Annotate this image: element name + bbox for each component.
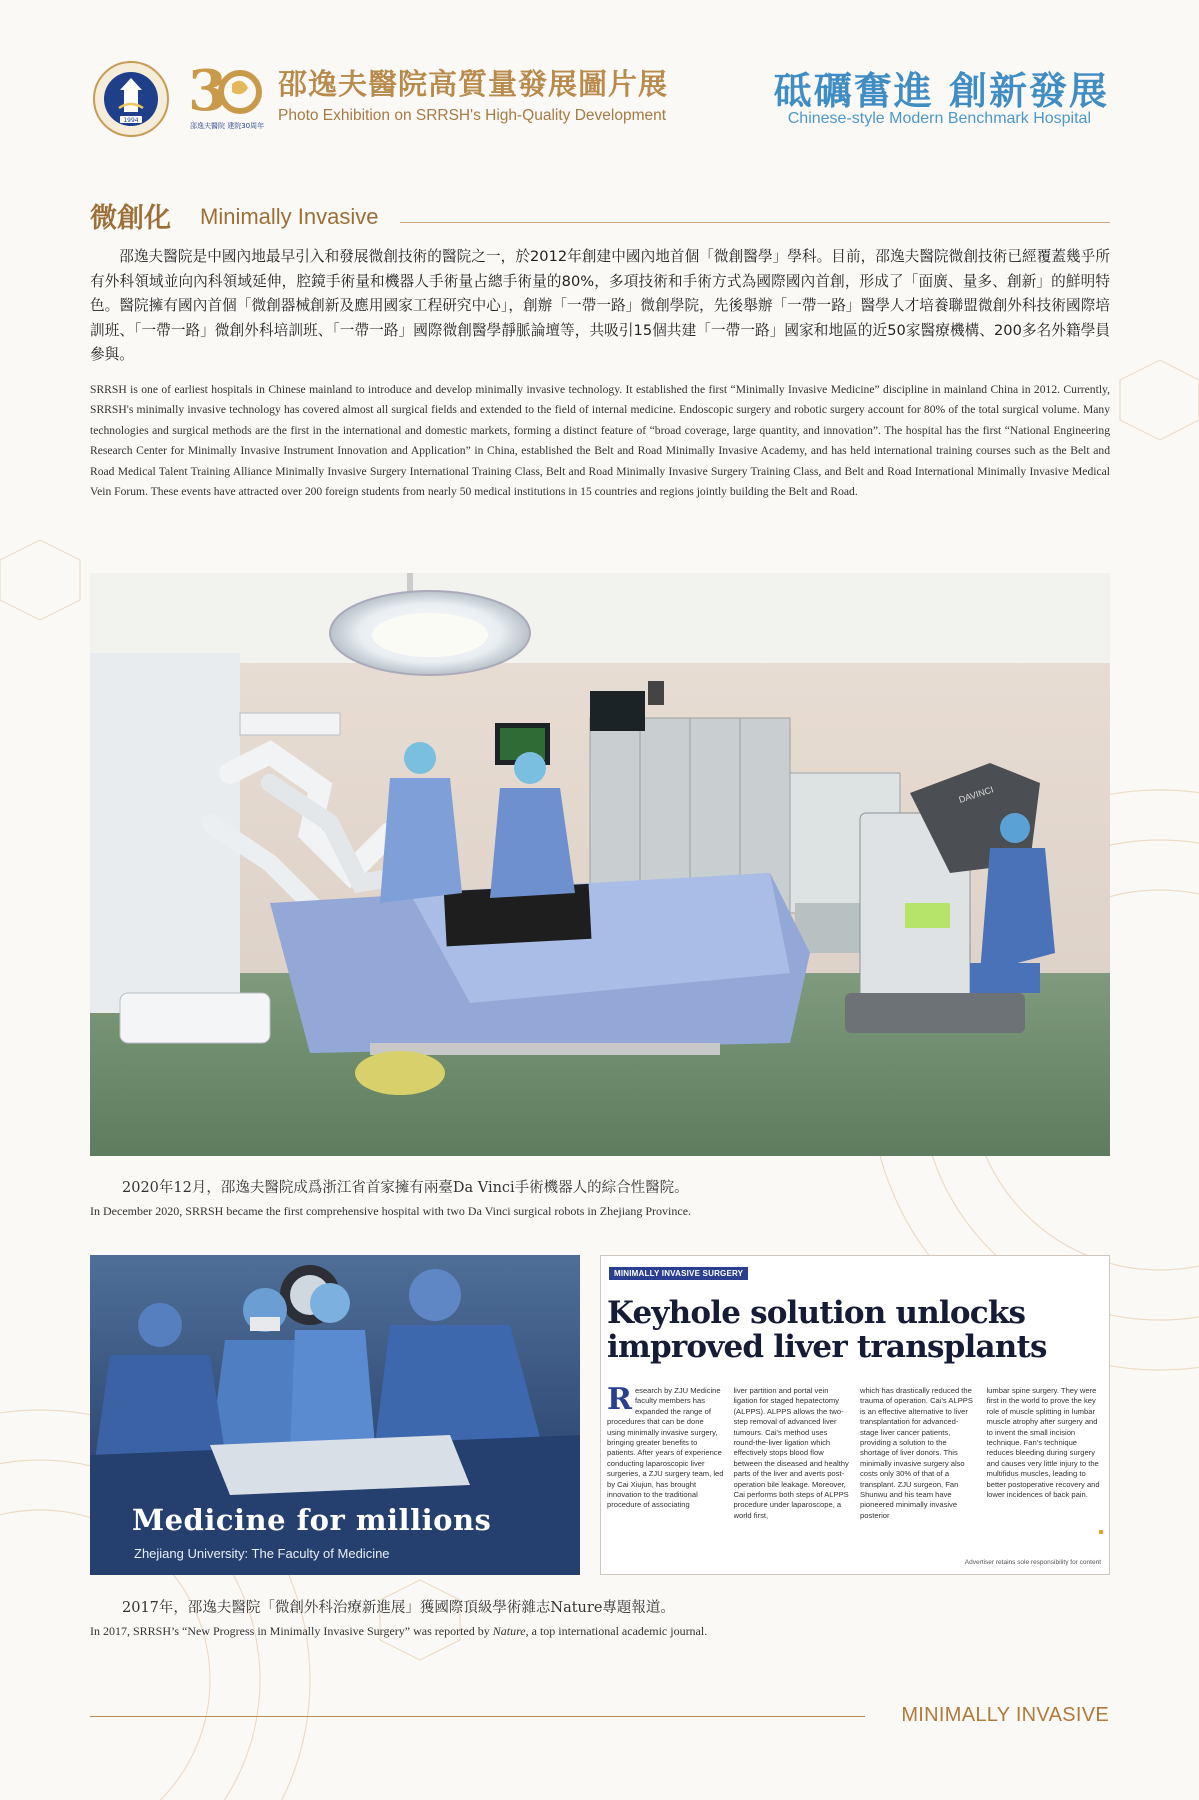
exhibition-title-cn: 邵逸夫醫院高質量發展圖片展: [278, 67, 669, 101]
nature-caption-en: [90, 1624, 707, 1639]
article-headline-line-1: Keyhole solution unlocks: [607, 1295, 1026, 1331]
nature-caption-en-post: , a top international academic journal.: [525, 1624, 708, 1638]
logo-year: 1994: [123, 117, 139, 124]
section-title-en: Minimally Invasive: [200, 204, 379, 229]
operating-room-photo: [90, 573, 1110, 1156]
slogan-cn: 砥礪奮進 創新發展: [773, 69, 1109, 113]
intro-paragraph-cn: 邵逸夫醫院是中國內地最早引入和發展微創技術的醫院之一，於2012年創建中國內地首個「微創醫學」學科。目前，邵逸夫醫院微創技術已經覆蓋幾乎所有外科領域並向內科領域延伸，腔鏡手術量和機器人手術量占總手術量的80%，多項技術和手術方式為國際國內首創，形成了「面廣、量多、創新」的鮮明特色。醫院擁有國內首個「微創器械創新及應用國家工程研究中心」，創辦「一帶一路」微創學院，先後舉辦「一帶一路」醫學人才培養聯盟微創外科技術國際培訓班、「一帶一路」微創外科培訓班、「一帶一路」國際微創醫學靜脈論壇等，共吸引15個共建「一帶一路」國家和地區的近50家醫療機構、200多名外籍學員參與。: [90, 248, 1110, 363]
article-column-3: which has drastically reduced the trauma of operation. Cai's ALPPS is an effective alternative to liver transplantation for advanced-stage liver cancer patients, providing a solution to the shortage of liver donors. This minimally invasive surgery also costs only 30% of that of a transplant. ZJU surgeon, Fan Shunwu and his team have pioneered minimally invasive posterior: [860, 1386, 973, 1520]
article-body: [607, 1386, 1103, 1536]
footer-divider: [90, 1716, 865, 1717]
nature-article-clipping: [600, 1255, 1110, 1575]
anniversary-30-logo: [186, 58, 266, 138]
section-divider: [400, 222, 1110, 223]
nature-caption-cn: 2017年，邵逸夫醫院「微創外科治療新進展」獲國際頂級學術雜志Nature專題報道。: [122, 1600, 675, 1616]
article-column-1: [607, 1386, 724, 1536]
footer-section-label: MINIMALLY INVASIVE: [901, 1704, 1109, 1726]
article-column-4: lumbar spine surgery. They were first in the world to prove the key role of muscle splitting in lumbar muscle atrophy after surgery and to invent the small incision technique. Fan's technique reduces bleeding during surgery and causes very little injury to the multifidus muscles, leading to better postoperative recovery and lower incidences of back pain.: [986, 1386, 1100, 1500]
article-tag: MINIMALLY INVASIVE SURGERY: [609, 1267, 748, 1280]
nature-journal-name: Nature: [492, 1624, 526, 1638]
intro-paragraph-en: SRRSH is one of earliest hospitals in Chinese mainland to introduce and develop minimally invasive technology. It established the first “Minimally Invasive Medicine” discipline in mainland China in 2012. Currently, SRRSH's minimally invasive technology has covered almost all surgical fields and extended to the field of internal medicine. Endoscopic surgery and robotic surgery account for 80% of the total surgical volume. Many technologies and surgical methods are the first in the international and domestic markets, forming a distinct feature of “broad coverage, large quantity, and innovation”. The hospital has the first “National Engineering Research Center for Minimally Invasive Instrument Innovation and Application” in China, established the Belt and Road Minimally Invasive Academy, and has held international training courses such as the Belt and Road Medical Talent Training Alliance Minimally Invasive Surgery International Training Class, Belt and Road Minimally Invasive Surgery Training Class, and Belt and Road International Minimally Invasive Medical Vein Forum. These events have attracted over 200 foreign students from nearly 50 medical institutions in 15 countries and regions jointly building the Belt and Road.: [90, 383, 1110, 499]
photo-headline: Medicine for millions: [132, 1503, 492, 1537]
medicine-for-millions-photo: [90, 1255, 580, 1575]
anniversary-text: 邵逸夫醫院 建院30周年: [190, 122, 265, 130]
main-photo-caption-en: In December 2020, SRRSH became the first comprehensive hospital with two Da Vinci surgical robots in Zhejiang Province.: [90, 1204, 692, 1218]
article-column-2: liver partition and portal vein ligation for staged hepatectomy (ALPPS). ALPPS allows the two-step removal of advanced liver tumours. Cai's method uses round-the-liver ligation which effectively stops blood flow between the diseased and healthy parts of the liver and averts post-operation bile leakage. Moreover, Cai performs both steps of ALPPS procedure under laparoscope, a world first,: [733, 1386, 849, 1520]
article-dropcap: R: [607, 1386, 632, 1417]
console-brand-label: DAVINCI: [957, 784, 995, 805]
svg-text:3: 3: [188, 58, 227, 124]
article-end-mark: [1099, 1530, 1103, 1534]
article-headline-line-2: improved liver transplants: [607, 1329, 1047, 1365]
article-column-1-text: esearch by ZJU Medicine faculty members has expanded the range of procedures that can be done using minimally invasive surgery, bringing greater benefits to patients. After years of experience conducting laparoscopic liver surgeries, a ZJU surgery team, led by Cai Xiujun, has brought innovation to the traditional procedure of associating: [607, 1386, 724, 1510]
photo-subheadline: Zhejiang University: The Faculty of Medicine: [134, 1546, 390, 1561]
slogan-en: Chinese-style Modern Benchmark Hospital: [787, 110, 1091, 127]
nature-caption-en-pre: In 2017, SRRSH’s “New Progress in Minimally Invasive Surgery” was reported by: [90, 1624, 493, 1638]
main-photo-caption-cn: 2020年12月，邵逸夫醫院成爲浙江省首家擁有兩臺Da Vinci手術機器人的綜合性醫院。: [122, 1180, 689, 1196]
hospital-seal-logo: [92, 60, 170, 138]
operating-room-illustration: [90, 573, 1110, 1156]
section-title-cn: 微創化: [90, 203, 171, 234]
article-footer-note: Advertiser retains sole responsibility for content: [964, 1559, 1101, 1566]
article-headline: [607, 1296, 1107, 1364]
exhibition-title-en: Photo Exhibition on SRRSH's High-Quality Development: [278, 107, 667, 124]
